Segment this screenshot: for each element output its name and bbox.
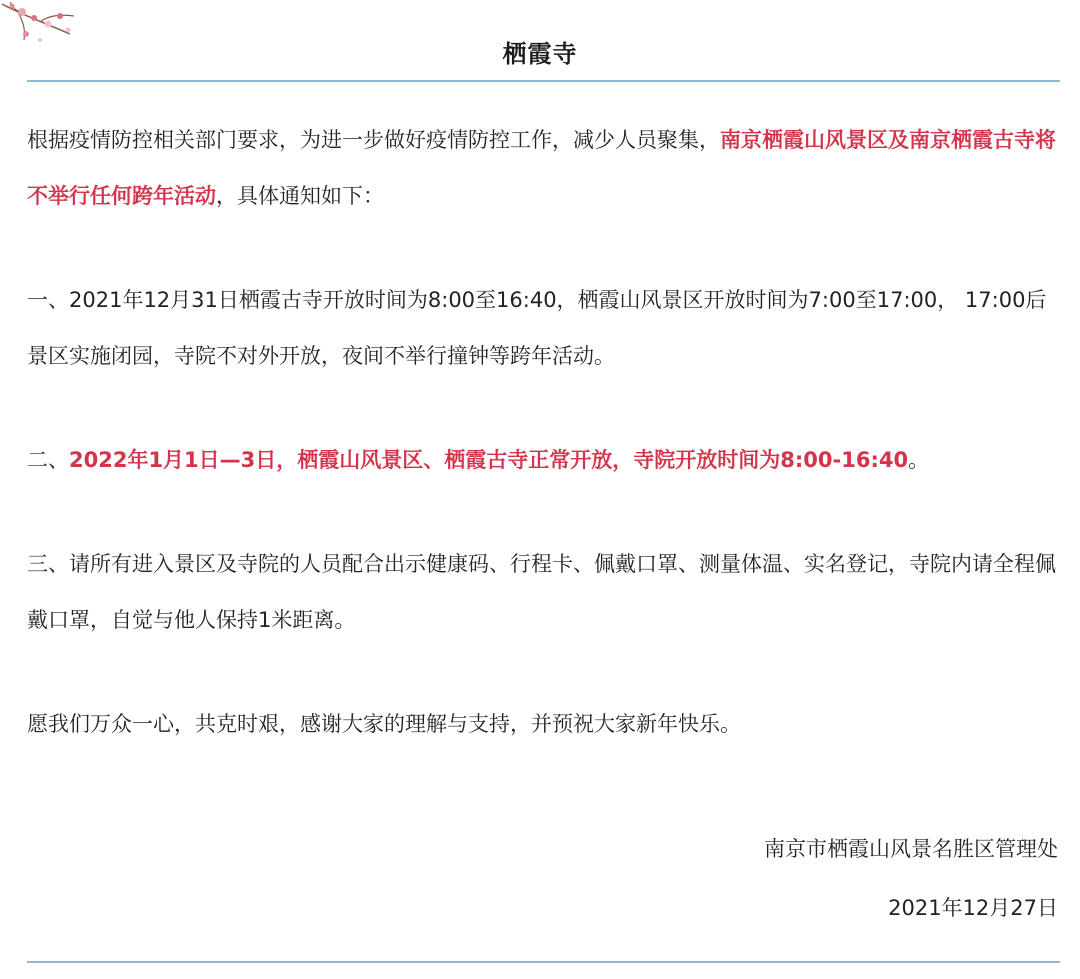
- item-two-highlight: 2022年1月1日—3日，栖霞山风景区、栖霞古寺正常开放，寺院开放时间为8:00-16:40: [69, 448, 909, 472]
- intro-highlight: 南京栖霞山风景区及南京栖霞古寺将不举行任何跨年活动: [27, 128, 1056, 208]
- signature-date: 2021年12月27日: [888, 896, 1058, 920]
- closing-paragraph: 愿我们万众一心，共克时艰，感谢大家的理解与支持，并预祝大家新年快乐。: [27, 712, 741, 736]
- notice-body: [27, 112, 1060, 752]
- item-two-suffix: 。: [908, 448, 930, 472]
- item-two-paragraph: [27, 432, 1060, 488]
- page-title: 栖霞寺: [502, 40, 578, 68]
- top-divider: [27, 80, 1060, 82]
- intro-paragraph: [27, 112, 1060, 224]
- item-three-paragraph: 三、请所有进入景区及寺院的人员配合出示健康码、行程卡、佩戴口罩、测量体温、实名登记，寺院内请全程佩戴口罩，自觉与他人保持1米距离。: [27, 552, 1056, 632]
- intro-text: 根据疫情防控相关部门要求，为进一步做好疫情防控工作，减少人员聚集，: [27, 128, 720, 152]
- item-one-paragraph: 一、2021年12月31日栖霞古寺开放时间为8:00至16:40，栖霞山风景区开放时间为7:00至17:00， 17:00后景区实施闭园，寺院不对外开放，夜间不举行撞钟等跨年活动。: [27, 288, 1047, 368]
- bottom-divider: [27, 961, 1060, 963]
- intro-text-end: ，具体通知如下：: [216, 184, 384, 208]
- item-two-prefix: 二、: [27, 448, 69, 472]
- signature-organization: 南京市栖霞山风景名胜区管理处: [764, 837, 1058, 861]
